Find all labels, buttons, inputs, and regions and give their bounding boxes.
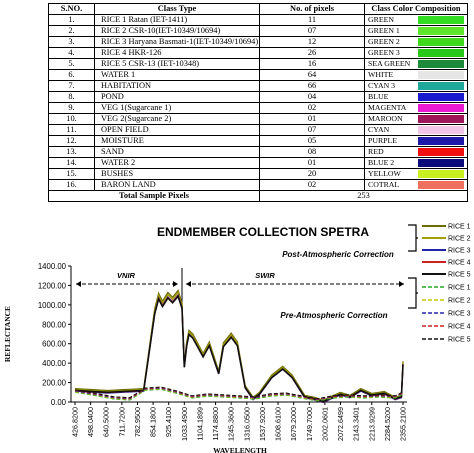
color-swatch <box>418 93 464 101</box>
row-pixels: 07 <box>260 26 365 37</box>
row-pixels: 20 <box>260 169 365 180</box>
swir-range-arrow-head-left <box>186 281 191 287</box>
table-row <box>49 59 468 70</box>
endmember-chart <box>0 212 474 453</box>
row-sno: 6. <box>49 70 95 81</box>
header-color: Class Color Composition <box>365 4 468 15</box>
x-tick-label: 2002.0601 <box>320 407 330 441</box>
row-color <box>365 114 468 125</box>
table-row <box>49 125 468 136</box>
row-color-name: BLUE 2 <box>368 158 395 167</box>
row-class-type: WATER 2 <box>95 158 260 169</box>
row-color <box>365 48 468 59</box>
color-swatch <box>418 170 464 178</box>
x-tick-label: 2072.6499 <box>336 407 346 441</box>
x-tick-label: 2143.3401 <box>351 407 361 441</box>
table-row <box>49 70 468 81</box>
row-sno: 2. <box>49 26 95 37</box>
row-pixels: 66 <box>260 81 365 92</box>
legend-label-pre: RICE 4 <box>448 323 471 331</box>
row-pixels: 02 <box>260 103 365 114</box>
table-header-row <box>49 4 468 15</box>
legend-label-pre: RICE 3 <box>448 310 471 318</box>
row-color-name: GREEN 1 <box>368 26 400 35</box>
row-pixels: 26 <box>260 48 365 59</box>
vnir-range-arrow-head-left <box>76 281 81 287</box>
table-row <box>49 103 468 114</box>
y-tick-label: 400.00 <box>42 359 66 369</box>
table-row <box>49 180 468 191</box>
x-tick-label: 640.5000 <box>101 407 111 437</box>
row-color <box>365 125 468 136</box>
table-row <box>49 48 468 59</box>
post-series-line <box>75 293 403 402</box>
table-row <box>49 15 468 26</box>
color-swatch <box>418 137 464 145</box>
row-color-name: BLUE <box>368 92 389 101</box>
row-color-name: MAROON <box>368 114 403 123</box>
vnir-range-arrow-head-right <box>173 281 178 287</box>
swir-label: SWIR <box>255 271 275 280</box>
x-tick-label: 426.8200 <box>70 407 80 437</box>
color-swatch <box>418 126 464 134</box>
row-class-type: POND <box>95 92 260 103</box>
row-pixels: 08 <box>260 147 365 158</box>
row-color <box>365 15 468 26</box>
color-swatch <box>418 82 464 90</box>
row-class-type: WATER 1 <box>95 70 260 81</box>
legend-label-post: RICE 1 <box>448 223 471 231</box>
post-correction-label: Post-Atmospheric Correction <box>282 250 394 259</box>
table-row <box>49 26 468 37</box>
legend-label-pre: RICE 5 <box>448 336 471 344</box>
table-row <box>49 114 468 125</box>
row-color-name: MAGENTA <box>368 103 407 112</box>
row-class-type: RICE 3 Haryana Basmati-1(IET-10349/10694) <box>95 37 260 48</box>
post-series-line <box>75 291 403 401</box>
row-class-type: SAND <box>95 147 260 158</box>
y-axis-title: REFLECTANCE <box>3 305 12 363</box>
class-table <box>48 3 468 202</box>
row-pixels: 01 <box>260 158 365 169</box>
row-sno: 1. <box>49 15 95 26</box>
row-sno: 7. <box>49 81 95 92</box>
y-tick-label: 1400.00 <box>37 262 66 271</box>
chart-title: ENDMEMBER COLLECTION SPETRA <box>156 225 370 239</box>
row-pixels: 07 <box>260 125 365 136</box>
row-pixels: 64 <box>260 70 365 81</box>
color-swatch <box>418 60 464 68</box>
color-swatch <box>418 49 464 57</box>
row-color <box>365 92 468 103</box>
table-body <box>49 15 468 191</box>
row-pixels: 01 <box>260 114 365 125</box>
total-value: 253 <box>260 191 468 202</box>
row-class-type: VEG 2(Sugarcane 2) <box>95 114 260 125</box>
y-tick-label: 800.00 <box>42 320 66 330</box>
legend-label-post: RICE 3 <box>448 247 471 255</box>
total-label: Total Sample Pixels <box>49 191 260 202</box>
row-class-type: HABITATION <box>95 81 260 92</box>
legend-label-post: RICE 2 <box>448 235 471 243</box>
y-tick-label: 0.00 <box>50 398 66 407</box>
y-tick-label: 200.00 <box>42 378 66 388</box>
row-sno: 5. <box>49 59 95 70</box>
x-tick-label: 1679.2000 <box>289 407 299 441</box>
vnir-label: VNIR <box>117 271 135 280</box>
row-class-type: RICE 4 HKR-126 <box>95 48 260 59</box>
y-tick-label: 600.00 <box>42 339 66 349</box>
pre-legend-bracket <box>408 278 418 308</box>
row-color-name: CYAN 3 <box>368 81 396 90</box>
row-pixels: 04 <box>260 92 365 103</box>
table-row <box>49 92 468 103</box>
legend-label-pre: RICE 2 <box>448 297 471 305</box>
row-sno: 16. <box>49 180 95 191</box>
header-sno: S.NO. <box>49 4 95 15</box>
x-tick-label: 498.0400 <box>86 407 96 437</box>
row-class-type: RICE 5 CSR-13 (IET-10348) <box>95 59 260 70</box>
table-row <box>49 147 468 158</box>
row-pixels: 16 <box>260 59 365 70</box>
x-tick-label: 1608.6100 <box>273 407 283 441</box>
x-tick-label: 1537.9200 <box>257 407 267 441</box>
table-total-row <box>49 191 468 202</box>
pre-correction-label: Pre-Atmospheric Correction <box>280 311 388 320</box>
row-color-name: RED <box>368 147 384 156</box>
row-class-type: RICE 2 CSR-10(IET-10349/10694) <box>95 26 260 37</box>
row-color-name: COTRAL <box>368 180 400 189</box>
row-color-name: YELLOW <box>368 169 401 178</box>
x-tick-label: 1316.0500 <box>242 407 252 441</box>
row-sno: 13. <box>49 147 95 158</box>
row-color <box>365 81 468 92</box>
y-tick-label: 1000.00 <box>37 300 66 310</box>
row-class-type: BARON LAND <box>95 180 260 191</box>
color-swatch <box>418 104 464 112</box>
x-axis-title: WAVELENGTH <box>213 446 267 453</box>
row-color <box>365 158 468 169</box>
plot-area <box>3 250 408 453</box>
color-swatch <box>418 115 464 123</box>
x-tick-label: 1104.1899 <box>195 407 205 441</box>
row-class-type: BUSHES <box>95 169 260 180</box>
row-sno: 3. <box>49 37 95 48</box>
row-sno: 9. <box>49 103 95 114</box>
legend <box>408 224 471 344</box>
post-legend-bracket <box>408 225 418 251</box>
row-class-type: RICE 1 Ratan (IET-1411) <box>95 15 260 26</box>
row-class-type: VEG 1(Sugarcane 1) <box>95 103 260 114</box>
row-sno: 11. <box>49 125 95 136</box>
color-swatch <box>418 148 464 156</box>
row-sno: 10. <box>49 114 95 125</box>
x-tick-label: 1033.4900 <box>179 407 189 441</box>
table-row <box>49 169 468 180</box>
row-color <box>365 37 468 48</box>
row-color <box>365 26 468 37</box>
swir-range-arrow-head-right <box>399 281 404 287</box>
row-color-name: GREEN <box>368 15 394 24</box>
row-class-type: MOISTURE <box>95 136 260 147</box>
x-tick-label: 2213.9299 <box>367 407 377 441</box>
table-row <box>49 158 468 169</box>
row-sno: 14. <box>49 158 95 169</box>
x-tick-label: 782.9500 <box>132 407 142 437</box>
row-sno: 15. <box>49 169 95 180</box>
row-color-name: PURPLE <box>368 136 398 145</box>
table-row <box>49 81 468 92</box>
header-class-type: Class Type <box>95 4 260 15</box>
row-color <box>365 70 468 81</box>
x-tick-label: 711.7200 <box>117 407 127 437</box>
row-color-name: GREEN 3 <box>368 48 400 57</box>
color-swatch <box>418 16 464 24</box>
x-tick-label: 925.4100 <box>164 407 174 437</box>
color-swatch <box>418 38 464 46</box>
row-color <box>365 103 468 114</box>
row-color <box>365 180 468 191</box>
x-tick-label: 1245.3600 <box>226 407 236 441</box>
color-swatch <box>418 71 464 79</box>
row-color <box>365 59 468 70</box>
row-sno: 4. <box>49 48 95 59</box>
row-sno: 8. <box>49 92 95 103</box>
row-sno: 12. <box>49 136 95 147</box>
row-color-name: CYAN <box>368 125 390 134</box>
row-pixels: 05 <box>260 136 365 147</box>
color-swatch <box>418 181 464 189</box>
x-tick-label: 2355.2100 <box>398 407 408 441</box>
row-color <box>365 169 468 180</box>
legend-label-pre: RICE 1 <box>448 284 471 292</box>
row-color <box>365 147 468 158</box>
header-pixels: No. of pixels <box>260 4 365 15</box>
color-swatch <box>418 27 464 35</box>
row-color-name: WHITE <box>368 70 394 79</box>
y-tick-label: 1200.00 <box>37 281 66 291</box>
row-class-type: OPEN FIELD <box>95 125 260 136</box>
x-tick-label: 2284.5200 <box>382 407 392 441</box>
row-color-name: GREEN 2 <box>368 37 400 46</box>
table-row <box>49 37 468 48</box>
x-tick-label: 1749.7000 <box>304 407 314 441</box>
legend-label-post: RICE 5 <box>448 271 471 279</box>
color-swatch <box>418 159 464 167</box>
row-pixels: 12 <box>260 37 365 48</box>
x-tick-label: 854.1800 <box>148 407 158 437</box>
row-color <box>365 136 468 147</box>
row-color-name: SEA GREEN <box>368 59 411 68</box>
row-pixels: 02 <box>260 180 365 191</box>
legend-label-post: RICE 4 <box>448 259 471 267</box>
row-pixels: 11 <box>260 15 365 26</box>
table-row <box>49 136 468 147</box>
x-tick-label: 1174.8800 <box>211 407 221 441</box>
